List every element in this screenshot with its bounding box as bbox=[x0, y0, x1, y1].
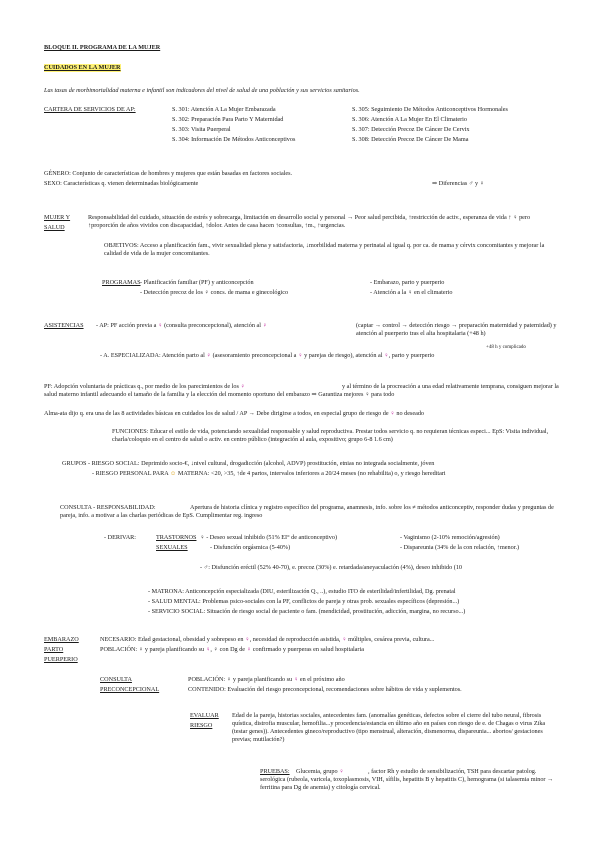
cartera-left-2: S. 302: Preparación Para Parto Y Maternidad bbox=[172, 116, 284, 123]
alma-ata: Alma-ata dijo q. era una de las 8 actividades básicas en cuidados los de salud / AP → Debe dirigirse a todos, en especial grupo de riesgo de ♀ no deseado bbox=[44, 410, 425, 417]
block-title: BLOQUE II. PROGRAMA DE LA MUJER bbox=[44, 44, 161, 51]
trastorno-4: - Dispareunia (34% de la con relación, ↑menor.) bbox=[400, 544, 520, 551]
mujer-salud-label-1: MUJER Y bbox=[44, 214, 71, 221]
cartera-left-3: S. 303: Visita Puerperal bbox=[172, 126, 231, 133]
trastornos-label: TRASTORNOS bbox=[156, 534, 197, 541]
intro-text: Las tasas de morbimortalidad materna e infantil son indicadores del nivel de salud de una población y sus servicios sanitarios. bbox=[44, 87, 360, 94]
evaluar-label-2: RIESGO bbox=[190, 722, 213, 729]
section-title: CUIDADOS EN LA MUJER bbox=[44, 64, 121, 71]
smiley-icon: ☺ bbox=[169, 470, 177, 477]
objetivos-text: OBJETIVOS: Acceso a planificación fam., vivir sexualidad plena y satisfactoria, ↓morbilidad materna y perinatal al igual q. por ca. de mama y cérvix concomitantes y mejorar la calidad de vida de la mujer concomitantes. bbox=[104, 242, 545, 257]
trastorno-5: - ♂: Disfunción eréctil (52% 40-70), e. precoz (30%) e. retardada/aneyaculación (4%), deseo inhibido (10 bbox=[200, 564, 463, 571]
female-symbol-icon: ♀ bbox=[384, 352, 389, 359]
embarazo-label: EMBARAZO bbox=[44, 636, 79, 643]
derivar-salud-mental: - SALUD MENTAL: Problemas psico-sociales con la PF, conflictos de pareja y otras prob. sexuales específicos (depresión...) bbox=[148, 598, 460, 605]
derivar-matrona: - MATRONA: Anticoncepción especializada (DIU, esterilización Q., ..), estudio ITO de esterilidad/infertilidad, Dg. prenatal bbox=[148, 588, 456, 595]
embarazo-poblacion: POBLACIÓN: ♀ y pareja planificando su ♀, ♀ con Dg de ♀ confirmado y puerperas en salud hospitalaria bbox=[100, 646, 364, 653]
derivar-label: - DERIVAR: bbox=[104, 534, 137, 541]
consulta-label: CONSULTA - RESPONSABILIDAD: bbox=[60, 504, 156, 511]
asistencias-ap-cont: (captar → control → detección riesgo → preparación maternidad y paternidad) y atención al puerperio tras el alta hospitalaria (+48 h) bbox=[356, 322, 557, 337]
derivar-servicio-social: - SERVICIO SOCIAL: Situación de riesgo social de paciente o fam. (mendicidad, prostitución, adicción, margina, no recurso...) bbox=[148, 608, 466, 615]
female-symbol-icon: ♀ bbox=[341, 636, 347, 643]
grupos-personal: - RIESGO PERSONAL PARA ☺ MATERNA: <20, >35, ↑de 4 partos, intervalos inferiores a 20/24 meses (no rehabilita) o, y riesgo hereditari bbox=[92, 470, 446, 477]
diferencias: ⇒ Diferencias ♂ y ♀ bbox=[432, 180, 485, 187]
female-symbol-icon: ♀ bbox=[157, 322, 163, 329]
asistencias-esp: - A. ESPECIALIZADA: Atención parto al ♀ (asesoramiento preconcepcional a ♀ y parejas de riesgo), atención al ♀, parto y puerperio bbox=[100, 352, 435, 359]
consulta-pre-poblacion: POBLACIÓN: ♀ y pareja planificando su ♀ en el próximo año bbox=[188, 676, 345, 683]
sexo-def: SEXO: Características q. vienen determinadas biológicamente bbox=[44, 180, 199, 187]
female-symbol-icon: ♀ bbox=[245, 636, 250, 643]
pf-def-cont: y al término de la procreación a una edad relativamente temprana, consiguen mejorar la salud materno infantil adecuando el tamaño de la familia y la elección del momento oportuno del embarazo ⇒ Garantiza mejores ♀ para todo bbox=[44, 383, 559, 398]
mujer-salud-label-2: SALUD bbox=[44, 224, 65, 231]
programas-label: PROGRAMAS bbox=[102, 279, 141, 286]
trastorno-3: - Vaginismo (2-10% remoción/agresión) bbox=[400, 534, 500, 541]
female-symbol-icon: ♀ bbox=[205, 646, 211, 653]
female-symbol-icon: ♀ bbox=[297, 352, 303, 359]
trastorno-2: - Disfunción orgásmica (5-40%) bbox=[210, 544, 291, 551]
pruebas-text-cont: , factor Rh y estudio de sensibilización, TSH para descartar patolog. serológica (rubeola, varicela, toxoplasmosis, VIH, sífilis, hepatitis B y hepatitis C), hemograma (si talasemia minor → ferritina para Dg de anemia) y citología cervical. bbox=[260, 768, 554, 791]
asistencias-ap: - AP: PF acción previa a ♀ (consulta preconcepcional), atención al ♀ bbox=[96, 322, 268, 329]
embarazo-necesario: NECESARIO: Edad gestacional, obesidad y sobrepeso en ♀, necesidad de reproducción asistida, ♀ múltiples, cesárea previa, cultura... bbox=[100, 636, 435, 643]
female-symbol-icon: ♀ bbox=[390, 410, 395, 417]
programa-pf: - Planificación familiar (PF) y anticoncepción bbox=[140, 279, 254, 286]
female-symbol-icon: ♀ bbox=[240, 383, 246, 390]
consulta-pre-label-1: CONSULTA bbox=[100, 676, 132, 683]
evaluar-text: Edad de la pareja, historias sociales, antecedentes fam. (anomalías genéticas, defectos sobre el cierre del tubo neural, fibrosis quística, distrofia muscular, hemofilia...y procedencia/estancia en último año en países con riesgo de e. de Chagas o virus Zika (testar genes)). Antecedentes gineco/reproductivo (tipo menstrual, alteración, dismenorrea, dispareunia... abortos/ gestaciones previas; mutilación?) bbox=[232, 712, 546, 743]
consulta-pre-label-2: PRECONCEPCIONAL bbox=[100, 686, 160, 693]
female-symbol-icon: ♀ bbox=[246, 646, 252, 653]
female-symbol-icon: ♀ bbox=[262, 322, 268, 329]
consulta-text: Apertura de historia clínica y registro específico del programa, anamnesis, info. sobre los ≠ métodos anticonceptiv, responder dudas y preguntas de pareja, info. a motivar a las charlas periódicas de EpS. Cumplimentar reg. ingreso bbox=[60, 504, 554, 519]
puerperio-label: PUERPERIO bbox=[44, 656, 78, 663]
genero-def: GÉNERO: Conjunto de características de hombres y mujeres que están basadas en factores sociales. bbox=[44, 170, 293, 177]
evaluar-label-1: EVALUAR bbox=[190, 712, 219, 719]
asistencias-note: +48 h y complicado bbox=[486, 345, 526, 350]
trastorno-1: ♀ - Deseo sexual inhibido (51% EI° de anticonceptivo) bbox=[200, 534, 338, 541]
cartera-left-1: S. 301: Atención A La Mujer Embarazada bbox=[172, 106, 276, 113]
asistencias-label: ASISTENCIAS bbox=[44, 322, 84, 329]
pruebas-label: PRUEBAS: bbox=[260, 768, 290, 775]
parto-label: PARTO bbox=[44, 646, 64, 653]
mujer-salud-text: Responsabilidad del cuidado, situación de estrés y sobrecarga, limitación en desarrollo social y personal → Peor salud percibida, ↑restricción de activ., esperanza de vida ↑ ♀ pero ↑proporción de años vividos con discapacidad, ↑dolor. Antes de casa hacen ↑consultas, ↑m., ↑urgencias. bbox=[88, 214, 531, 229]
pruebas-text: Glucemia, grupo ♀ bbox=[296, 768, 344, 775]
cartera-label: CARTERA DE SERVICIOS DE AP: bbox=[44, 106, 136, 113]
cartera-right-3: S. 307: Detección Precoz De Cáncer De Cervix bbox=[352, 126, 470, 133]
programa-embarazo: - Embarazo, parto y puerperio bbox=[370, 279, 445, 286]
programa-climaterio: - Atención a la ♀ en el climaterio bbox=[370, 289, 453, 296]
consulta-pre-contenido: CONTENIDO: Evaluación del riesgo preconcepcional, recomendaciones sobre hábitos de vida y suplementos. bbox=[188, 686, 462, 693]
female-symbol-icon: ♀ bbox=[206, 352, 212, 359]
sexuales-label: SEXUALES bbox=[156, 544, 188, 551]
female-symbol-icon: ♀ bbox=[293, 676, 299, 683]
programa-deteccion: - Detección precoz de los ♀ concs. de mama e ginecológico bbox=[140, 289, 289, 296]
cartera-right-1: S. 305: Seguimiento De Métodos Anticonceptivos Hormonales bbox=[352, 106, 508, 113]
funciones-text: FUNCIONES: Educar el estilo de vida, potenciando sexualidad responsable y salud reproductiva. Prestar todos servicio q. no requieran técnicas especi... EpS: Visita individual, charla/coloquio en el centro de salud o activ. en centro público (integración al aula, expositivo; grupo 6-8 1.6 cm) bbox=[112, 428, 549, 443]
female-symbol-icon: ♀ bbox=[339, 768, 344, 775]
cartera-right-4: S. 308: Detección Precoz De Cáncer De Mama bbox=[352, 136, 469, 143]
pf-def: PF: Adopción voluntaria de prácticas q., por medio de los parecimientos de los ♀ bbox=[44, 383, 246, 390]
cartera-left-4: S. 304: Información De Métodos Anticonceptivos bbox=[172, 136, 296, 143]
cartera-right-2: S. 306: Atención A La Mujer En El Climaterio bbox=[352, 116, 467, 123]
grupos-social: GRUPOS - RIESGO SOCIAL: Deprimido socio-€, ↓nivel cultural, drogadicción (alcohol, ADVP) prostitución, etnias no integrada socialmente, jóven bbox=[62, 460, 435, 467]
